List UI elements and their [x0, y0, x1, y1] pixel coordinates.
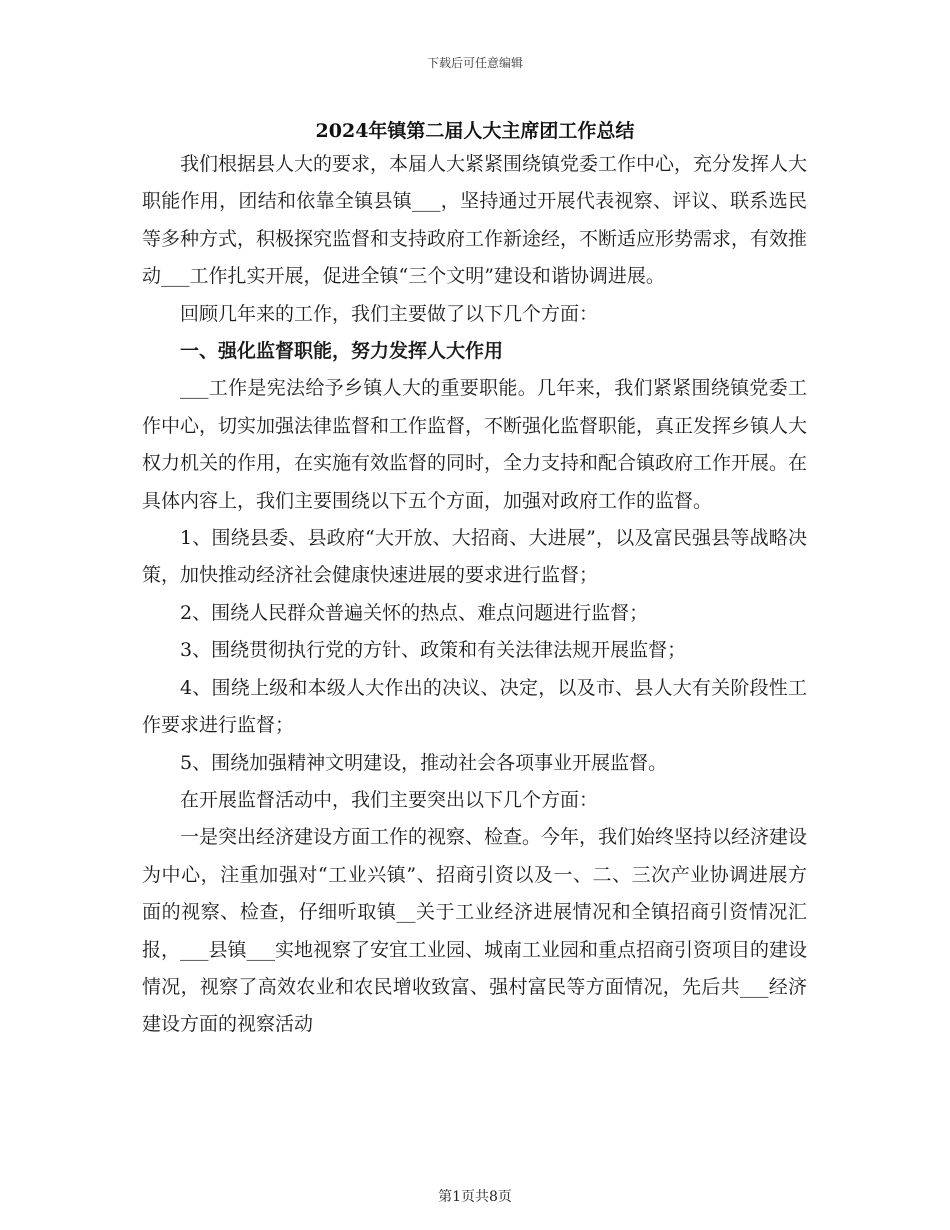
list-item: 1、围绕县委、县政府“大开放、大招商、大进展”，以及富民强县等战略决策，加快推动经济社会健康快速进展的要求进行监督；	[142, 527, 807, 587]
paragraph-supervision: ___工作是宪法给予乡镇人大的重要职能。几年来，我们紧紧围绕镇党委工作中心，切实加强法律监督和工作监督，不断强化监督职能，真正发挥乡镇人大权力机关的作用，在实施有效监督的同时，全力支持和配合镇政府工作开展。在具体内容上，我们主要围绕以下五个方面，加强对政府工作的监督。	[142, 377, 808, 512]
page-header: 下载后可任意编辑	[426, 56, 523, 70]
document-body	[142, 146, 807, 1044]
list-item: 5、围绕加强精神文明建设，推动社会各项事业开展监督。	[180, 751, 668, 774]
paragraph-focus: 在开展监督活动中，我们主要突出以下几个方面：	[180, 788, 599, 811]
page-footer: 第1页共8页	[438, 1189, 512, 1205]
paragraph-review: 回顾几年来的工作，我们主要做了以下几个方面：	[180, 302, 599, 325]
list-item: 2、围绕人民群众普遍关怀的热点、难点问题进行监督；	[180, 601, 649, 624]
list-item: 3、围绕贯彻执行党的方针、政策和有关法律法规开展监督；	[180, 639, 687, 662]
document-title: 2024年镇第二届人大主席团工作总结	[315, 120, 635, 142]
paragraph-economy: 一是突出经济建设方面工作的视察、检查。今年，我们始终坚持以经济建设为中心，注重加强对“工业兴镇”、招商引资以及一、二、三次产业协调进展方面的视察、检查，仔细听取镇__关于工业经济进展情况和全镇招商引资情况汇报，___县镇___实地视察了安宜工业园、城南工业园和重点招商引资项目的建设情况，视察了高效农业和农民增收致富、强村富民等方面情况，先后共___经济建设方面的视察活动	[142, 826, 808, 1036]
paragraph-intro: 我们根据县人大的要求，本届人大紧紧围绕镇党委工作中心，充分发挥人大职能作用，团结和依靠全镇县镇___，坚持通过开展代表视察、评议、联系选民等多种方式，积极探究监督和支持政府工作新途经，不断适应形势需求，有效推动___工作扎实开展，促进全镇“三个文明”建设和谐协调进展。	[142, 153, 808, 288]
section-heading: 一、强化监督职能，努力发挥人大作用	[180, 340, 504, 363]
list-item: 4、围绕上级和本级人大作出的决议、决定，以及市、县人大有关阶段性工作要求进行监督；	[142, 676, 807, 737]
